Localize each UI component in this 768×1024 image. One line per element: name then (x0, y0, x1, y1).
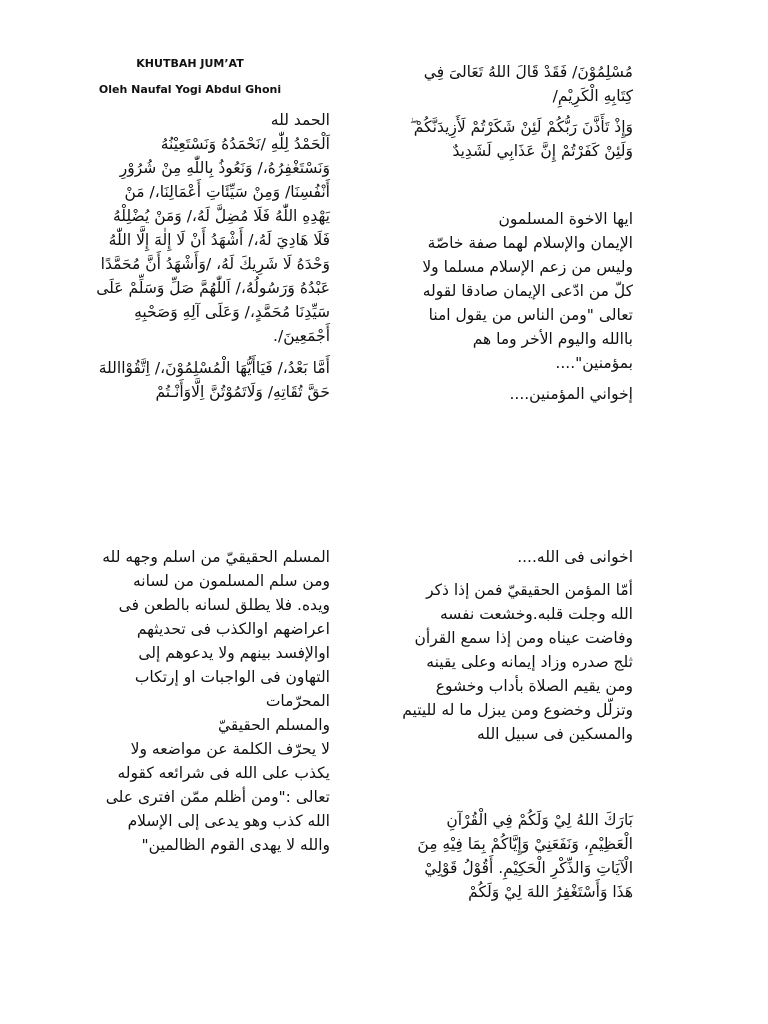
text-line: باالله واليوم الأخر وما هم (472, 330, 633, 348)
text-line: أَجْمَعِينَ/. (273, 327, 330, 345)
sermon-title: KHUTBAH JUM’AT (136, 57, 244, 70)
text-line: وَإِذْ تَأَذَّنَ رَبُّكُمْ لَئِنْ شَكَرْتُمْ لَأَزِيدَنَّكُمْ ۖ (409, 118, 633, 136)
text-line: سَيِّدِنَا مُحَمَّدٍ،/ وَعَلَى آلِهِ وَصَحْبِهِ (134, 303, 330, 321)
iman-islam-section (355, 207, 633, 375)
text-line: حَقَّ تُقَاتِهِ/ وَلَاتَمُوْتُنَّ اِلَّاوَأَنْـتُمْ (155, 383, 330, 401)
text-line: يكذب على الله فى شرائعه كقوله (117, 764, 330, 782)
text-line: والمسكين فى سبيل الله (477, 725, 633, 743)
opening-hamd (60, 108, 330, 348)
text-line: وتزلّل وخضوع ومن يبزل ما له لليتيم (402, 701, 633, 719)
text-line: تعالى "ومن الناس من يقول امنا (428, 306, 633, 324)
text-line: أمّا المؤمن الحقيقيّ فمن إذا ذكر (426, 581, 633, 599)
quran-verse (355, 115, 633, 163)
text-line: كلّ من ادّعى الإيمان صادقا لقوله (422, 282, 633, 300)
text-line: أَنْفُسِنَا/ وَمِنْ سَيِّئَاتِ أَعْمَالِنَا،/ مَنْ (124, 183, 330, 201)
section-address: اخوانى فى الله.... (517, 548, 633, 566)
text-line: بَارَكَ اللهُ لِيْ وَلَكُمْ فِي الْقُرْآنِ (446, 811, 633, 829)
text-line: مُسْلِمُوْنَ/ فَقَدْ قَالَ اللهُ تَعَالىَ فِي (423, 63, 633, 81)
text-line: ومن يقيم الصلاة بأداب وخشوع (435, 677, 633, 695)
text-line: ويده. فلا يطلق لسانه بالطعن فى (118, 596, 330, 614)
text-line: الله وجلت قلبه.وخشعت نفسه (439, 605, 633, 623)
text-line: تعالى :"ومن أظلم ممّن افترى على (105, 788, 330, 806)
text-line: وَحْدَهُ لَا شَرِيكَ لَهُ، /وَأَشْهَدُ أَنَّ مُحَمَّدًا (100, 255, 330, 273)
text-line: الله كذب وهو يدعى إلى الإسلام (127, 812, 330, 830)
text-line: كِتَابِهِ الْكَرِيْمِ/ (552, 87, 633, 105)
author-line: Oleh Naufal Yogi Abdul Ghoni (98, 83, 282, 96)
text-line: وليس من زعم الإسلام مسلما ولا (422, 258, 633, 276)
text-line: والله لا يهدى القوم الظالمين" (141, 836, 330, 854)
text-line: وفاضت عيناه ومن إذا سمع القرأن (414, 629, 633, 647)
text-line: وَنَسْتَغْفِرُهُ،/ وَنَعُوذُ بِاللّٰهِ مِنْ شُرُوْرِ (119, 159, 330, 177)
text-line: الإيمان والإسلام لهما صفة خاصّة (427, 234, 633, 252)
section-address: إخواني المؤمنين.... (509, 385, 633, 403)
mumin-haqiqi-section (355, 578, 633, 746)
text-line: يَهْدِهِ اللّٰهُ فَلَا مُضِلَّ لَهُ،/ وَمَنْ يُضْلِلْهُ (112, 207, 330, 225)
text-line: هَذَا وَأَسْتَغْفِرُ اللهَ لِيْ وَلَكُمْ (468, 883, 633, 901)
kitab-intro (355, 60, 633, 108)
ikhwani-fillah-address (355, 545, 633, 569)
text-line: المحرّمات (265, 692, 330, 710)
text-line: الْآيَاتِ وَالذِّكْرِ الْحَكِيْمِ. أَقُوْلُ قَوْلِيْ (424, 859, 633, 877)
section-address: ايها الاخوة المسلمون (498, 210, 633, 228)
ikhwani-line (355, 382, 633, 406)
text-line: الْعَظِيْمِ، وَنَفَعَنِيْ وَإِيَّاكُمْ بِمَا فِيْهِ مِنَ (417, 835, 633, 853)
text-line: المسلم الحقيقيّ من اسلم وجهه لله (102, 548, 330, 566)
text-line: لا يحرّف الكلمة عن مواضعه ولا (130, 740, 330, 758)
text-line: أَمَّا بَعْدُ،/ فَيَاأَيُّهَا الْمُسْلِمُوْنَ،/ اِتَّقُوْااللهَ (98, 359, 330, 377)
text-line: بمؤمنين".... (555, 354, 633, 372)
text-line: اوالإفسد بينهم ولا يدعوهم إلى (138, 644, 330, 662)
muslim-haqiqi-section (60, 545, 330, 857)
amma-badu (60, 356, 330, 404)
text-line: اعراضهم اوالكذب فى تحديثهم (136, 620, 330, 638)
text-line: عَبْدُهُ وَرَسُولُهُ،/ اَللّٰهُمَّ صَلِّ وَسَلِّمْ عَلَى (96, 279, 330, 297)
text-line: والمسلم الحقيقيّ (218, 716, 330, 734)
text-line: ثلج صدره وزاد إيمانه وعلى يقينه (426, 653, 633, 671)
text-line: ومن سلم المسلمون من لسانه (132, 572, 330, 590)
text-line: وَلَئِنْ كَفَرْتُمْ إِنَّ عَذَابِي لَشَدِيدٌ (452, 142, 633, 160)
text-line: التهاون فى الواجبات او إرتكاب (134, 668, 330, 686)
hamd-title: الحمد لله (270, 111, 330, 129)
text-line: اَلْحَمْدُ لِلّٰهِ /نَحْمَدُهُ وَنَسْتَعِيْنُهُ (160, 135, 330, 153)
text-line: فَلَا هَادِيَ لَهُ،/ أَشْهَدُ أَنْ لَا إِلٰهَ إِلَّا اللّٰهُ (108, 231, 330, 249)
closing-doa (355, 808, 633, 904)
